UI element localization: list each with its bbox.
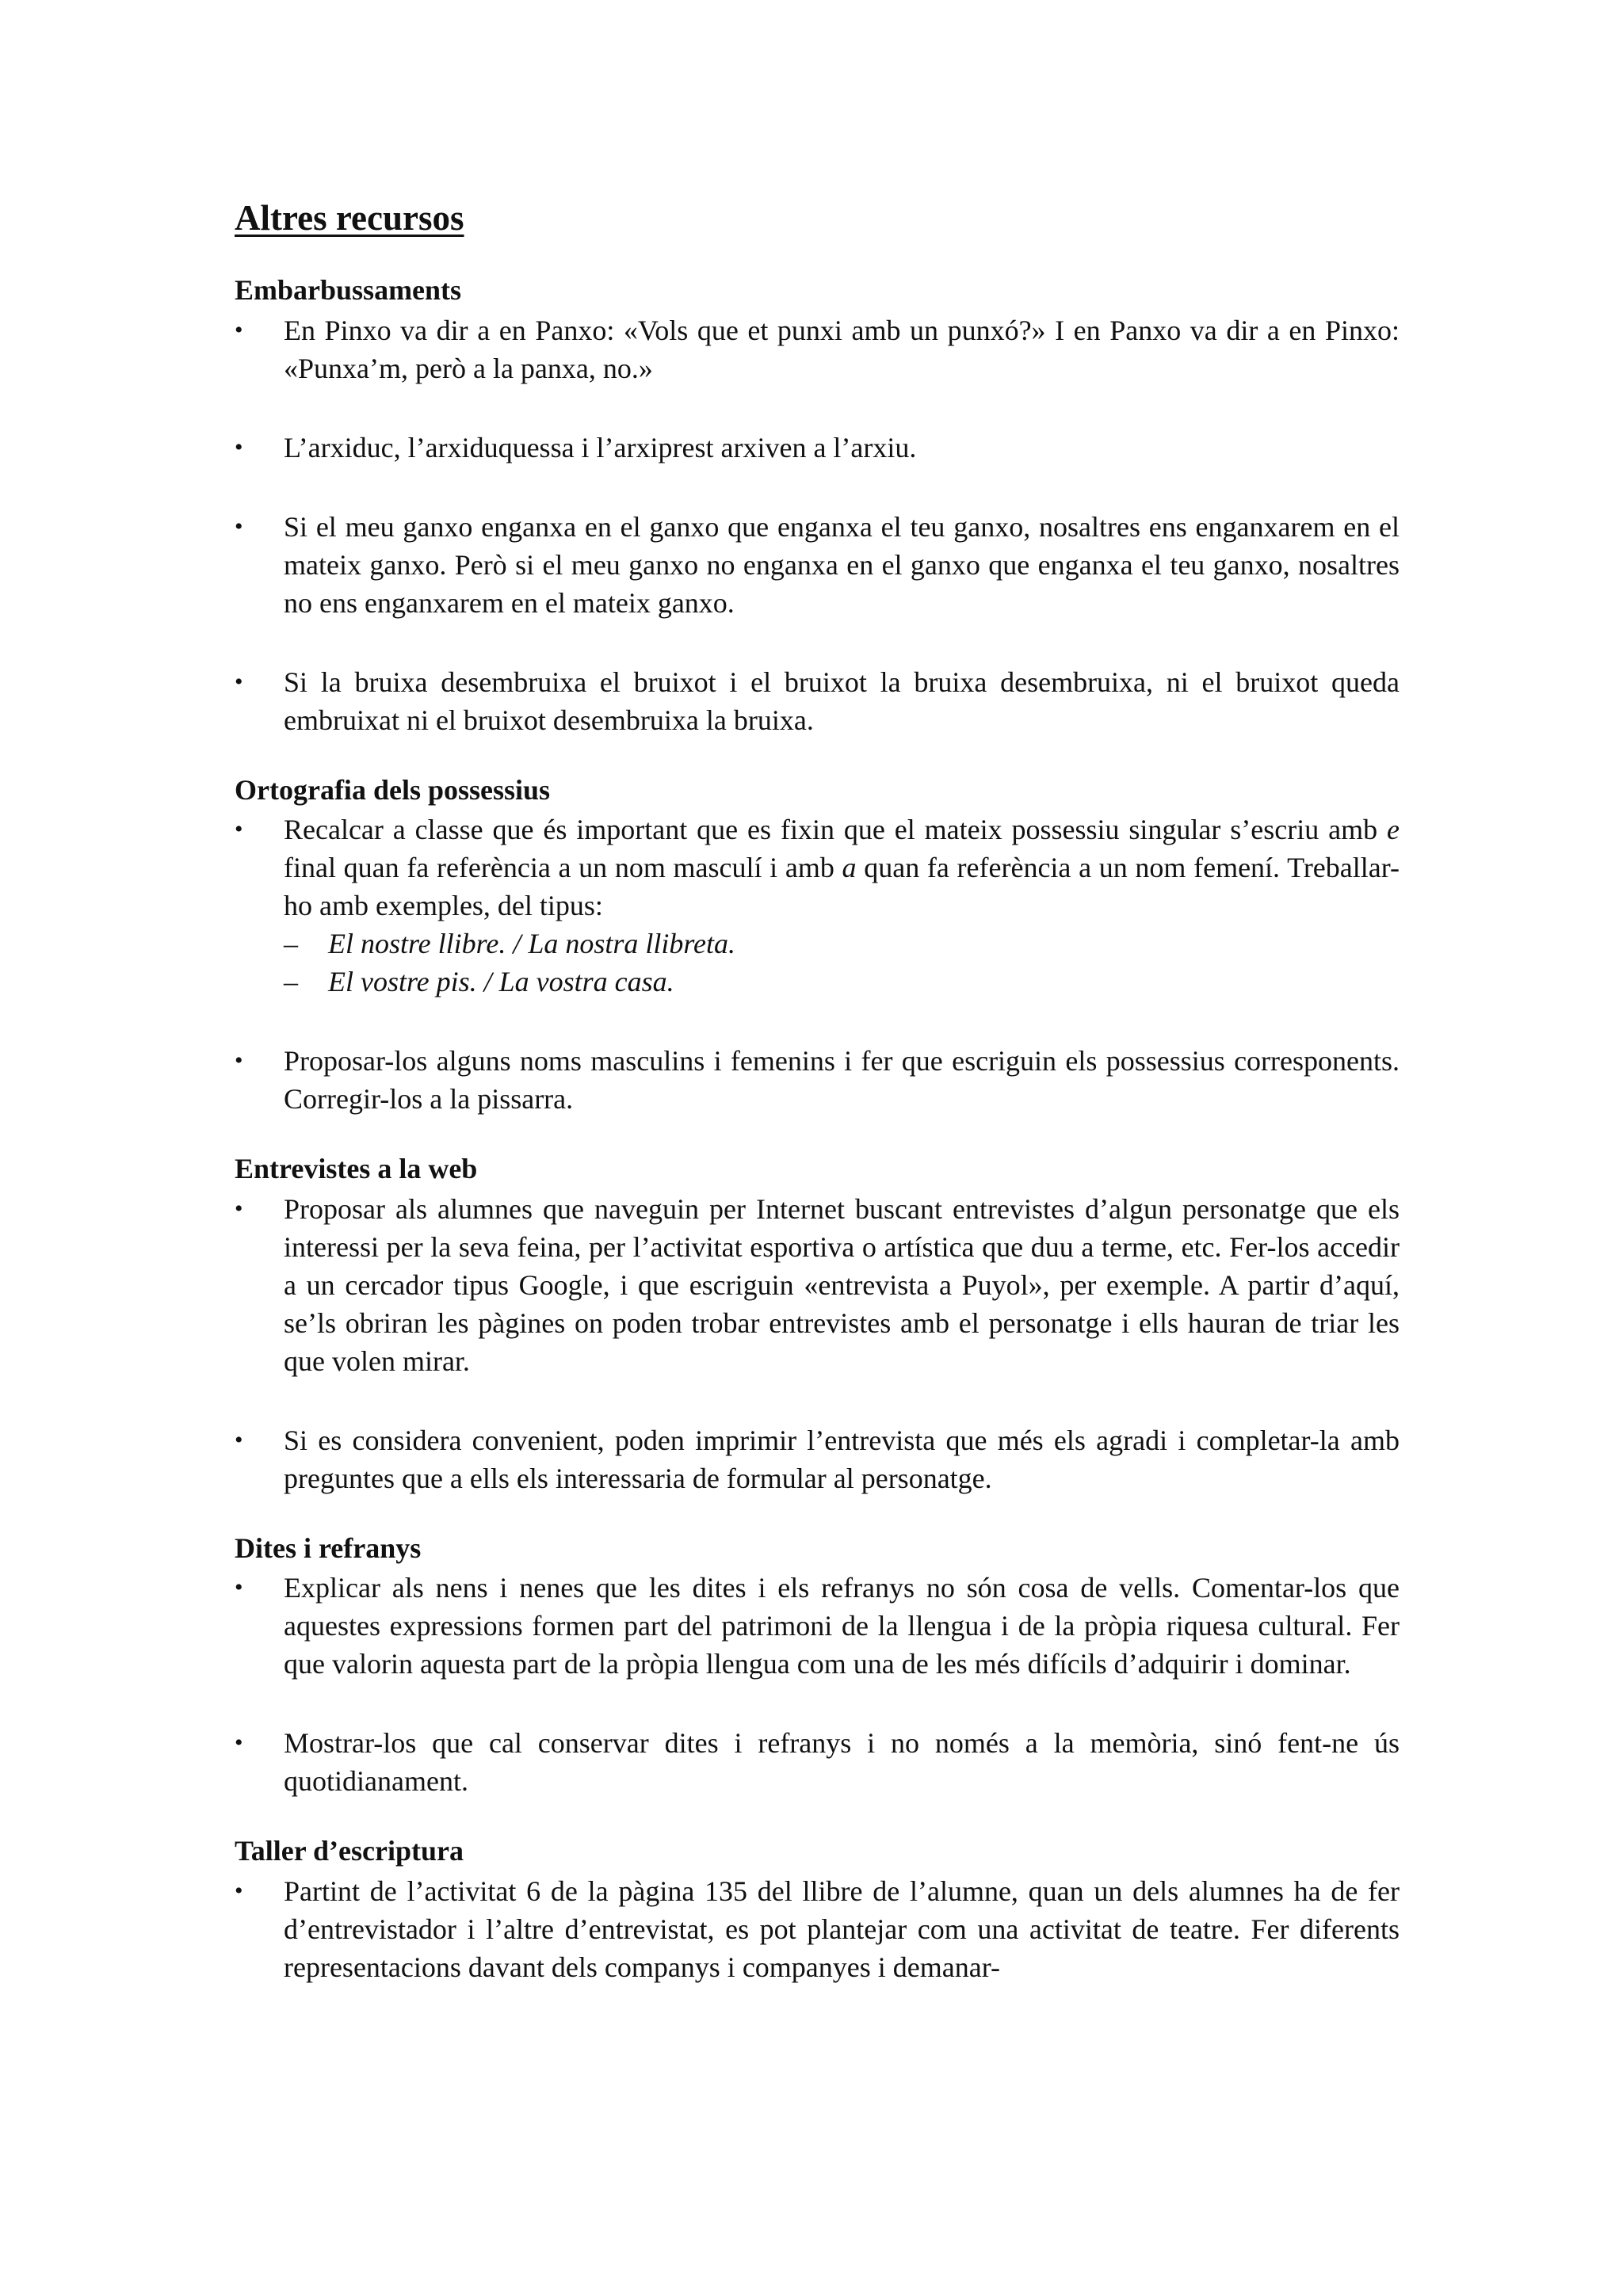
list-item-text: Partint de l’activitat 6 de la pàgina 135 del llibre de l’alumne, quan un dels alumnes ha de fer d’entrevistador i l’altre d’entrevistat, es pot plantejar com una activitat de teatre. Fer diferents representacions davant dels companys i companyes i demanar-: [284, 1875, 1400, 1983]
bullet-icon: •: [235, 513, 243, 540]
section-entrevistes-web: [235, 1150, 1400, 1497]
document-page: [235, 196, 1400, 2018]
list-item: [235, 810, 1400, 1001]
bullet-icon: •: [235, 1047, 243, 1074]
section-taller-escriptura: [235, 1832, 1400, 1986]
dash-icon: –: [284, 928, 298, 960]
section-dites-refranys: [235, 1529, 1400, 1801]
list-item-text: En Pinxo va dir a en Panxo: «Vols que et punxi amb un punxó?» I en Panxo va dir a en Pinxo: «Punxa’m, però a la panxa, no.»: [284, 314, 1400, 384]
bullet-icon: •: [235, 668, 243, 695]
example-item: [284, 963, 1400, 1001]
bullet-icon: •: [235, 1426, 243, 1453]
text-run: quan fa referència a un nom femení. Treballar-ho amb exemples, del tipus:: [284, 852, 1400, 922]
list-item-text: Proposar-los alguns noms masculins i femenins i fer que escriguin els possessius corresponents. Corregir-los a la pissarra.: [284, 1045, 1400, 1116]
list-item-text: Si la bruixa desembruixa el bruixot i el bruixot la bruixa desembruixa, ni el bruixot queda embruixat ni el bruixot desembruixa la bruixa.: [284, 666, 1400, 736]
text-run: Recalcar a classe que és important que es fixin que el mateix possessiu singular s’escriu amb: [284, 814, 1388, 846]
section-embarbussaments: [235, 271, 1400, 739]
emphasis-letter: e: [1387, 814, 1400, 846]
list-item: [235, 1569, 1400, 1683]
list-item: [235, 1724, 1400, 1800]
bullet-icon: •: [235, 433, 243, 460]
list-item: [235, 1042, 1400, 1118]
text-run: final quan fa referència a un nom masculí i amb: [284, 852, 842, 884]
list-item-text: L’arxiduc, l’arxiduquessa i l’arxiprest arxiven a l’arxiu.: [284, 431, 917, 463]
list-item-text: [284, 814, 1400, 921]
bullet-list: [235, 1569, 1400, 1800]
page-title: Altres recursos: [235, 198, 464, 238]
list-item-text: Explicar als nens i nenes que les dites i els refranys no són cosa de vells. Comentar-los que aquestes expressions formen part del patrimoni de la llengua i de la pròpia riquesa cultural. Fer que valorin aquesta part de la pròpia llengua com una de les més difícils d’adquirir i dominar.: [284, 1572, 1400, 1680]
section-heading: Entrevistes a la web: [235, 1153, 478, 1185]
list-item: [235, 508, 1400, 622]
list-item: [235, 663, 1400, 739]
list-item-text: Proposar als alumnes que naveguin per Internet buscant entrevistes d’algun personatge que els interessi per la seva feina, per l’activitat esportiva o artística que duu a terme, etc. Fer-los accedir a un cercador tipus Google, i que escriguin «entrevista a Puyol», per exemple. A partir d’aquí, se’ls obriran les pàgines on poden trobar entrevistes amb el personatge i ells hauran de triar les que volen mirar.: [284, 1192, 1400, 1377]
example-list: [284, 925, 1400, 1001]
bullet-icon: •: [235, 816, 243, 843]
bullet-list: [235, 810, 1400, 1118]
list-item: [235, 429, 1400, 467]
example-text: El nostre llibre. / La nostra llibreta.: [328, 928, 736, 960]
bullet-icon: •: [235, 1730, 243, 1756]
example-text: El vostre pis. / La vostra casa.: [328, 966, 674, 998]
section-ortografia-possessius: [235, 771, 1400, 1119]
example-item: [284, 925, 1400, 963]
list-item: [235, 1190, 1400, 1380]
bullet-list: [235, 311, 1400, 739]
dash-icon: –: [284, 966, 298, 998]
section-heading: Taller d’escriptura: [235, 1835, 464, 1867]
bullet-list: [235, 1190, 1400, 1497]
list-item-text: Mostrar-los que cal conservar dites i refranys i no només a la memòria, sinó fent-ne ús quotidianament.: [284, 1727, 1400, 1798]
bullet-icon: •: [235, 1877, 243, 1904]
bullet-icon: •: [235, 1195, 243, 1222]
list-item: [235, 311, 1400, 387]
list-item-text: Si el meu ganxo enganxa en el ganxo que enganxa el teu ganxo, nosaltres ens enganxarem en el mateix ganxo. Però si el meu ganxo no enganxa en el ganxo que enganxa el teu ganxo, nosaltres no ens enganxarem en el mateix ganxo.: [284, 510, 1400, 619]
list-item: [235, 1872, 1400, 1986]
list-item-text: Si es considera convenient, poden imprimir l’entrevista que més els agradi i completar-la amb preguntes que a ells els interessaria de formular al personatge.: [284, 1424, 1400, 1494]
section-heading: Dites i refranys: [235, 1531, 422, 1564]
list-item: [235, 1421, 1400, 1497]
section-heading: Embarbussaments: [235, 274, 462, 306]
bullet-icon: •: [235, 316, 243, 343]
emphasis-letter: a: [842, 852, 857, 884]
bullet-list: [235, 1872, 1400, 1986]
bullet-icon: •: [235, 1574, 243, 1601]
section-heading: Ortografia dels possessius: [235, 773, 551, 806]
